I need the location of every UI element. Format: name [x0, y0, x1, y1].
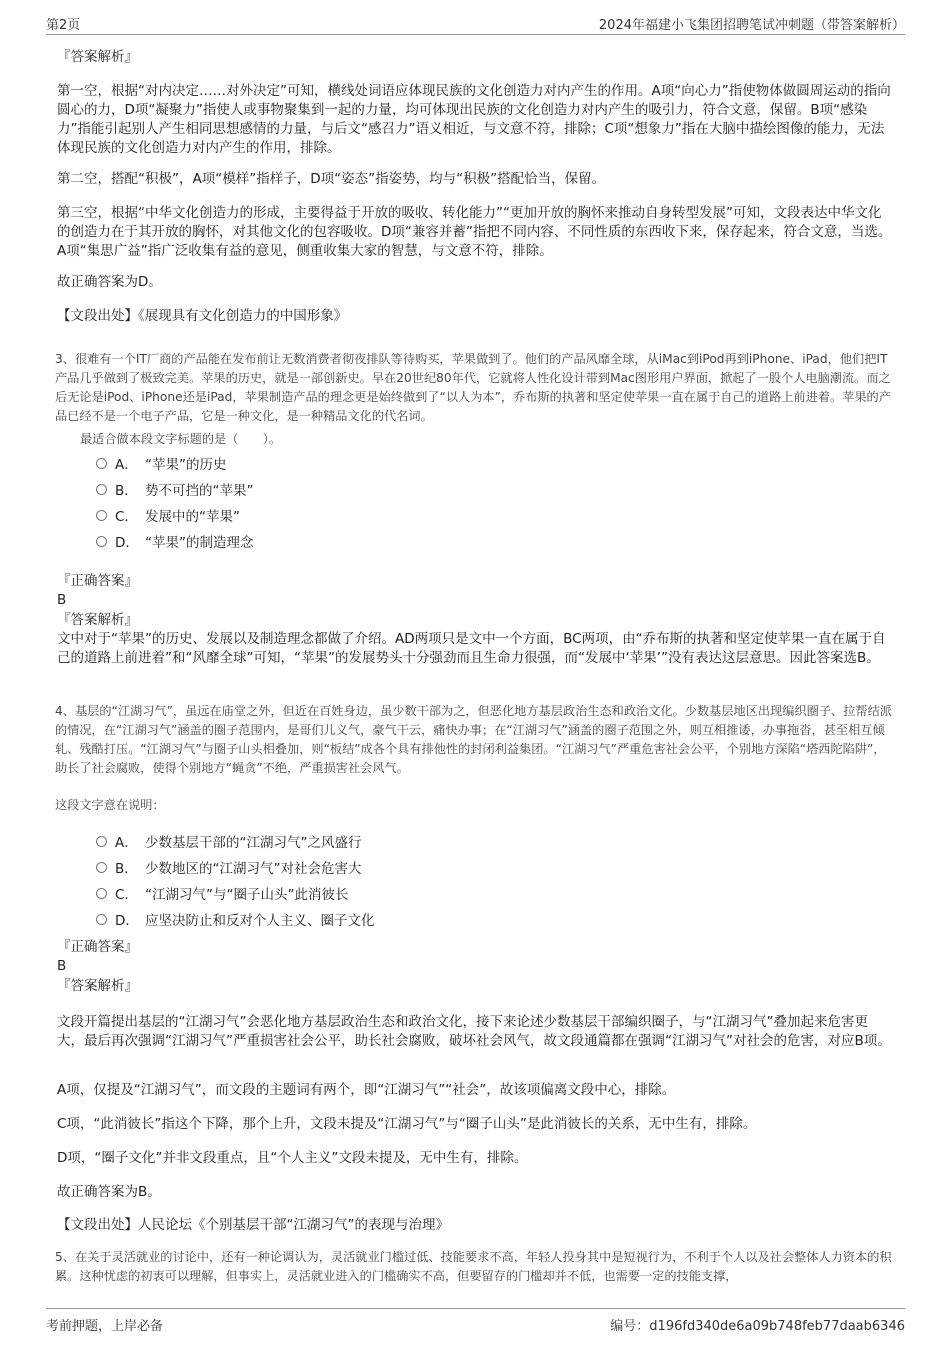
- option-letter: D．: [115, 535, 139, 551]
- document-title: 2024年福建小飞集团招聘笔试冲刺题（带答案解析）: [598, 18, 905, 33]
- q4-stem: 这段文字意在说明：: [55, 798, 165, 812]
- q3-option-a[interactable]: [96, 452, 227, 474]
- q3-answer-label: 『正确答案』: [57, 573, 138, 589]
- q4-answer-line: 故正确答案为B。: [57, 1184, 161, 1200]
- q4-option-a[interactable]: [96, 830, 362, 852]
- radio-icon[interactable]: [96, 914, 107, 925]
- q4-analysis-p2: A项，仅提及“江湖习气”，而文段的主题词有两个，即“江湖习气”“社会”，故该项偏离文段中心，排除。: [57, 1082, 676, 1098]
- q2-analysis-p1: 第一空，根据“对内决定……对外决定”可知，横线处词语应体现民族的文化创造力对内产生的作用。A项“向心力”指使物体做圆周运动的指向圆心的力，D项“凝聚力”指使人或事物聚集到一起的力量，均可体现出民族的文化创造力对内产生的吸引力，符合文意，保留。B项“感染力”指能引起别人产生相同思想感情的力量，与后文“感召力”语义相近，与文意不符，排除；C项“想象力”指在大脑中描绘图像的能力，无法体现民族的文化创造力对内产生的作用，排除。: [57, 83, 891, 156]
- page-header: [46, 12, 905, 35]
- option-letter: B．: [115, 483, 138, 499]
- q3-answer: B: [57, 592, 67, 608]
- option-letter: B．: [115, 861, 138, 877]
- option-text: “苹果”的制造理念: [145, 535, 254, 551]
- option-text: 发展中的“苹果”: [145, 509, 240, 525]
- radio-icon[interactable]: [96, 536, 107, 547]
- q5-passage: 5、在关于灵活就业的讨论中，还有一种论调认为，灵活就业门槛过低、技能要求不高，年轻人投身其中是短视行为，不利于个人以及社会整体人力资本的积累。这种忧虑的初衷可以理解，但事实上，灵活就业进入的门槛确实不高，但要留存的门槛却并不低，也需要一定的技能支撑，: [55, 1250, 892, 1283]
- q3-stem: 最适合做本段文字标题的是（ ）。: [80, 432, 282, 446]
- q2-analysis-p3: 第三空，根据“中华文化创造力的形成，主要得益于开放的吸收、转化能力”“更加开放的胸怀来推动自身转型发展”可知，文段表达中华文化的创造力在于其开放的胸怀，对其他文化的包容吸收。D项“兼容并蓄”指把不同内容、不同性质的东西收下来，保存起来，符合文意，当选。A项“集思广益”指广泛收集有益的意见，侧重收集大家的智慧，与文意不符，排除。: [57, 205, 892, 259]
- q3-analysis: 文中对于“苹果”的历史、发展以及制造理念都做了介绍。AD两项只是文中一个方面，BC两项，由“乔布斯的执著和坚定使苹果一直在属于自己的道路上前进着”和“风靡全球”可知，“苹果”的发展势头十分强劲而且生命力很强，而“发展中‘苹果’”没有表达这层意思。因此答案选B。: [57, 631, 886, 666]
- q3-option-c[interactable]: [96, 504, 240, 526]
- q4-analysis-p1: 文段开篇提出基层的“江湖习气”会恶化地方基层政治生态和政治文化，接下来论述少数基层干部编织圈子，与“江湖习气”叠加起来危害更大，最后再次强调“江湖习气”严重损害社会公平，助长社会腐败，破坏社会风气，故文段通篇都在强调“江湖习气”对社会的危害，对应B项。: [57, 1014, 891, 1049]
- q3-analysis-label: 『答案解析』: [57, 612, 138, 628]
- q3-passage: 3、很难有一个IT厂商的产品能在发布前让无数消费者彻夜排队等待购买，苹果做到了。他们的产品风靡全球，从iMac到iPod再到iPhone、iPad，他们把IT产品几乎做到了极致完美。苹果的历史，就是一部创新史。早在20世纪80年代，它就将人性化设计带到Mac图形用户界面，掀起了一股个人电脑潮流。而之后无论是iPod、iPhone还是iPad，苹果制造产品的理念更是始终做到了“以人为本”，乔布斯的执著和坚定使苹果一直在属于自己的道路上前进着。苹果的产品已经不是一个电子产品，它是一种文化，是一种精品文化的代名词。: [55, 352, 891, 423]
- option-text: “苹果”的历史: [145, 457, 227, 473]
- option-text: 应坚决防止和反对个人主义、圈子文化: [145, 913, 375, 929]
- option-letter: A．: [115, 457, 138, 473]
- q4-answer: B: [57, 958, 67, 974]
- q4-analysis-p3: C项，“此消彼长”指这个下降，那个上升，文段未提及“江湖习气”与“圈子山头”是此消彼长的关系，无中生有，排除。: [57, 1116, 757, 1132]
- radio-icon[interactable]: [96, 862, 107, 873]
- q4-option-b[interactable]: [96, 856, 362, 878]
- radio-icon[interactable]: [96, 836, 107, 847]
- option-letter: A．: [115, 835, 138, 851]
- radio-icon[interactable]: [96, 484, 107, 495]
- q4-source: 【文段出处】人民论坛《个别基层干部“江湖习气”的表现与治理》: [57, 1217, 449, 1233]
- q2-source: 【文段出处】《展现具有文化创造力的中国形象》: [57, 308, 348, 324]
- q4-analysis-p4: D项，“圈子文化”并非文段重点，且“个人主义”文段未提及，无中生有，排除。: [57, 1150, 528, 1166]
- option-letter: C．: [115, 887, 138, 903]
- option-text: 势不可挡的“苹果”: [145, 483, 254, 499]
- footer-slogan: 考前押题，上岸必备: [46, 1319, 164, 1334]
- q2-analysis-label: 『答案解析』: [57, 49, 138, 65]
- q4-analysis-label: 『答案解析』: [57, 978, 138, 994]
- option-text: 少数基层干部的“江湖习气”之风盛行: [145, 835, 362, 851]
- q4-answer-label: 『正确答案』: [57, 939, 138, 955]
- q3-option-b[interactable]: [96, 478, 254, 500]
- option-letter: D．: [115, 913, 139, 929]
- radio-icon[interactable]: [96, 458, 107, 469]
- radio-icon[interactable]: [96, 888, 107, 899]
- page-number: 第2页: [46, 18, 81, 33]
- option-text: “江湖习气”与“圈子山头”此消彼长: [145, 887, 349, 903]
- q2-answer-line: 故正确答案为D。: [57, 274, 162, 290]
- radio-icon[interactable]: [96, 510, 107, 521]
- page-footer: [46, 1308, 905, 1335]
- q3-option-d[interactable]: [96, 530, 254, 552]
- option-text: 少数地区的“江湖习气”对社会危害大: [145, 861, 362, 877]
- q4-passage: 4、基层的“江湖习气”，虽远在庙堂之外，但近在百姓身边，虽少数干部为之，但恶化地方基层政治生态和政治文化。少数基层地区出现编织圈子、拉帮结派的情况，在“江湖习气”涵盖的圈子范围内，是哥们儿义气，豪气干云，痛快办事；在“江湖习气”涵盖的圈子范围之外，则互相推诿，办事拖沓，甚至相互倾轧、残酷打压。“江湖习气”与圈子山头相叠加，则“板结”成各个具有排他性的封闭利益集团。“江湖习气”严重危害社会公平，个别地方深陷“塔西陀陷阱”，助长了社会腐败，使得个别地方“蝇贪”不绝，严重损害社会风气。: [55, 704, 892, 775]
- document-id: 编号：d196fd340de6a09b748feb77daab6346: [610, 1319, 905, 1334]
- q4-option-d[interactable]: [96, 908, 375, 930]
- q2-analysis-p2: 第二空，搭配“积极”，A项“模样”指样子，D项“姿态”指姿势，均与“积极”搭配恰当，保留。: [57, 171, 606, 187]
- q4-option-c[interactable]: [96, 882, 348, 904]
- option-letter: C．: [115, 509, 138, 525]
